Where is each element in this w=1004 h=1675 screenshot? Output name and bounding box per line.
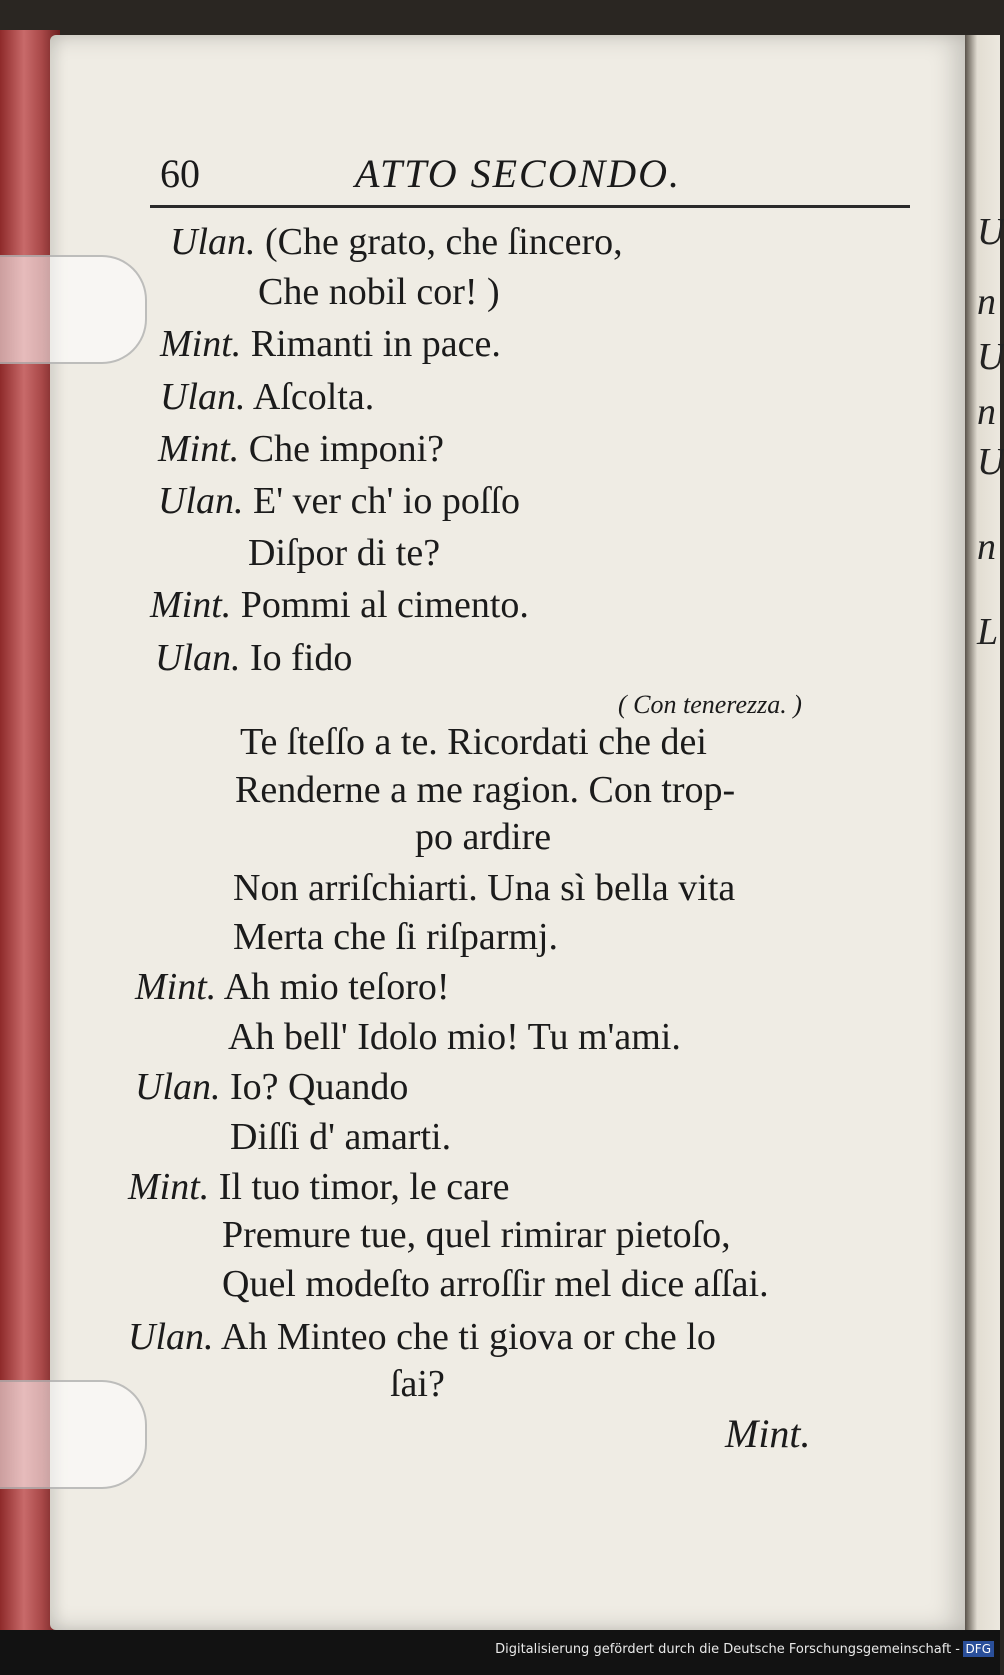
line-text: Ah bell' Idolo mio! Tu m'ami. xyxy=(228,1016,681,1058)
dialogue-line xyxy=(258,270,500,314)
page-number: 60 xyxy=(160,151,200,196)
speaker-name: Ulan. xyxy=(170,221,256,263)
line-text: Aſcolta. xyxy=(252,376,375,418)
dialogue-line xyxy=(128,1315,716,1359)
dialogue-line xyxy=(240,720,707,764)
dialogue-line xyxy=(230,1115,451,1159)
facing-page-fragment: L xyxy=(977,611,999,653)
facing-page-fragment: U xyxy=(977,441,1004,483)
dialogue-line xyxy=(222,1262,769,1306)
speaker-name: Mint. xyxy=(160,323,242,365)
line-text: Diſſi d' amarti. xyxy=(230,1116,452,1158)
dialogue-line xyxy=(235,768,735,812)
dialogue-line xyxy=(128,1165,510,1209)
dialogue-line xyxy=(158,427,444,471)
line-text: Non arriſchiarti. Una sì bella vita xyxy=(233,867,736,909)
speaker-name: Mint. xyxy=(158,428,240,470)
line-text: Pommi al cimento. xyxy=(240,584,529,626)
line-text: Io? Quando xyxy=(230,1066,409,1108)
line-text: Che imponi? xyxy=(248,428,445,470)
dialogue-line xyxy=(170,220,623,264)
line-text: po ardire xyxy=(415,816,552,858)
line-text: Che nobil cor! ) xyxy=(258,271,500,313)
line-text: Te ſteſſo a te. Ricordati che dei xyxy=(240,721,707,763)
dialogue-line xyxy=(233,915,558,959)
line-text: Merta che ſi riſparmj. xyxy=(233,916,558,958)
dialogue-line xyxy=(160,322,501,366)
facing-page-fragment: n xyxy=(977,526,996,568)
digitization-footer xyxy=(0,1630,1000,1675)
page-header xyxy=(160,150,900,200)
line-text: Ah Minteo che ti giova or che lo xyxy=(220,1316,716,1358)
dialogue-line xyxy=(228,1015,681,1059)
facing-page-fragment: U xyxy=(977,211,1004,253)
line-text: Ah mio teſoro! xyxy=(223,966,450,1008)
running-head: ATTO SECONDO. xyxy=(355,151,682,196)
page-clip-bottom xyxy=(0,1380,147,1489)
facing-page-fragment: n xyxy=(977,281,996,323)
speaker-name: Mint. xyxy=(128,1166,210,1208)
page-clip-top xyxy=(0,255,147,364)
dialogue-line xyxy=(160,375,374,419)
dialogue-line xyxy=(150,583,529,627)
catchword: Mint. xyxy=(725,1411,811,1456)
line-text: Il tuo timor, le care xyxy=(218,1166,510,1208)
line-text: ſai? xyxy=(390,1363,445,1405)
header-rule xyxy=(150,205,910,208)
dialogue-line xyxy=(248,531,440,575)
line-text: Rimanti in pace. xyxy=(250,323,501,365)
dialogue-line xyxy=(135,965,450,1009)
speaker-name: Ulan. xyxy=(160,376,246,418)
dialogue-line xyxy=(155,636,352,680)
line-text: (Che grato, che ſincero, xyxy=(265,221,623,263)
speaker-name: Ulan. xyxy=(128,1316,214,1358)
facing-page-fragment: U xyxy=(977,336,1004,378)
speaker-name: Ulan. xyxy=(158,480,244,522)
dfg-logo: DFG xyxy=(963,1641,994,1657)
stage-direction: ( Con tenerezza. ) xyxy=(618,690,802,719)
dialogue-line xyxy=(158,479,520,523)
speaker-name: Ulan. xyxy=(135,1066,221,1108)
speaker-name: Ulan. xyxy=(155,637,241,679)
line-text: E' ver ch' io poſſo xyxy=(253,480,520,522)
speaker-name: Mint. xyxy=(135,966,217,1008)
facing-page-edge xyxy=(965,35,1004,1630)
line-text: Io fido xyxy=(250,637,353,679)
dialogue-line xyxy=(390,1362,445,1406)
line-text: Quel modeſto arroſſir mel dice aſſai. xyxy=(222,1263,769,1305)
facing-page-fragment: n xyxy=(977,391,996,433)
line-text: Renderne a me ragion. Con trop- xyxy=(235,769,736,811)
line-text: Diſpor di te? xyxy=(248,532,441,574)
dialogue-line xyxy=(135,1065,408,1109)
line-text: Premure tue, quel rimirar pietoſo, xyxy=(222,1214,731,1256)
footer-credit: Digitalisierung gefördert durch die Deutsche Forschungsgemeinschaft - xyxy=(495,1642,960,1657)
speaker-name: Mint. xyxy=(150,584,232,626)
dialogue-line xyxy=(233,866,735,910)
dialogue-line xyxy=(415,815,551,859)
dialogue-line xyxy=(222,1213,731,1257)
